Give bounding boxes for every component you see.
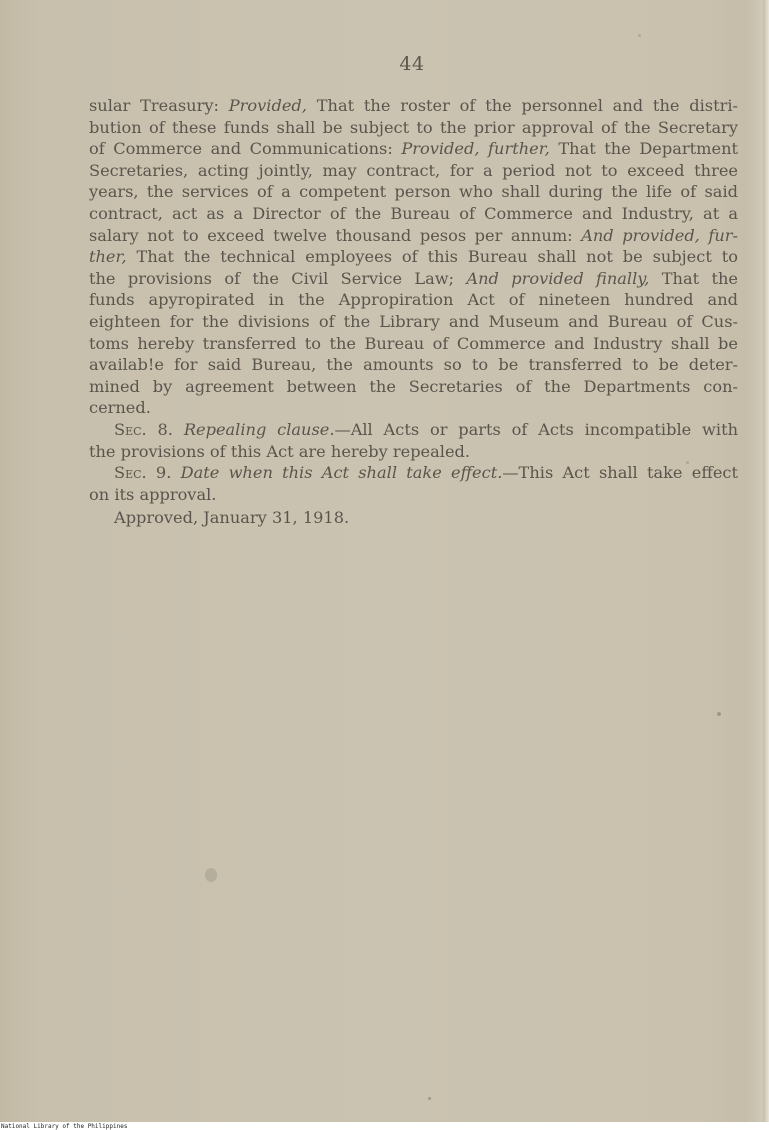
paragraph-line: years, the services of a competent person who shall during the life of said [89, 182, 738, 202]
page-edge [763, 0, 769, 1122]
italic-phrase: Provided, further, [401, 139, 550, 159]
paper-speck [717, 712, 721, 716]
paragraph-line: funds apyropirated in the Appropiration Act of nineteen hundred and [89, 290, 738, 310]
section-9-label: Sec. 9. [114, 463, 172, 483]
paragraph-line: mined by agreement between the Secretaries of the Departments con- [89, 376, 738, 396]
body-text [89, 95, 738, 529]
section-8-line-1 [89, 419, 738, 441]
page-number: 44 [399, 53, 425, 75]
paragraph-line: bution of these funds shall be subject to the prior approval of the Secretary [89, 117, 738, 137]
paper-speck [638, 34, 641, 37]
paragraph-proviso [89, 95, 738, 419]
paragraph-line: cerned. [89, 398, 151, 418]
section-8-line-2: the provisions of this Act are hereby repealed. [89, 441, 471, 461]
paragraph-line: eighteen for the divisions of the Library and Museum and Bureau of Cus- [89, 311, 738, 331]
italic-phrase: Provided, [228, 96, 307, 115]
section-8-text: —All Acts or parts of Acts incompatible with [334, 419, 739, 439]
section-9-heading: Date when this Act shall take effect. [180, 463, 503, 483]
library-credit: National Library of the Philippines [1, 1123, 128, 1130]
approval-date: Approved, January 31, 1918. [114, 508, 350, 528]
paper-speck [205, 868, 217, 882]
paragraph-line: of Commerce and Communications: Provided, further, That the Department [89, 139, 739, 159]
italic-phrase: And provided, fur- [581, 225, 738, 245]
paragraph-line: salary not to exceed twelve thousand pesos per annum: And provided, fur- [89, 225, 738, 245]
section-8-label: Sec. 8. [114, 419, 173, 439]
paper-speck [428, 1097, 431, 1100]
section-9-text: —This Act shall take effect [502, 463, 738, 483]
section-8-heading: Repealing clause. [183, 419, 335, 439]
italic-phrase: ther, [89, 247, 127, 267]
paper-speck [686, 461, 689, 464]
italic-phrase: And provided finally, [466, 268, 650, 288]
section-9-line-2: on its approval. [89, 484, 217, 504]
paragraph-line: sular Treasury: Provided, That the roster of the personnel and the distri- [89, 96, 738, 115]
paragraph-line: Secretaries, acting jointly, may contract, for a period not to exceed three [89, 160, 738, 180]
paragraph-line: ther, That the technical employees of this Bureau shall not be subject to [89, 247, 738, 267]
paragraph-line: the provisions of the Civil Service Law; And provided finally, That the [89, 268, 738, 288]
paragraph-line: contract, act as a Director of the Bureau of Commerce and Industry, at a [89, 203, 738, 223]
paragraph-line: availab!e for said Bureau, the amounts so to be transferred to be deter- [89, 355, 738, 375]
section-9-line-1 [89, 462, 738, 484]
paragraph-line: toms hereby transferred to the Bureau of Commerce and Industry shall be [89, 333, 738, 353]
